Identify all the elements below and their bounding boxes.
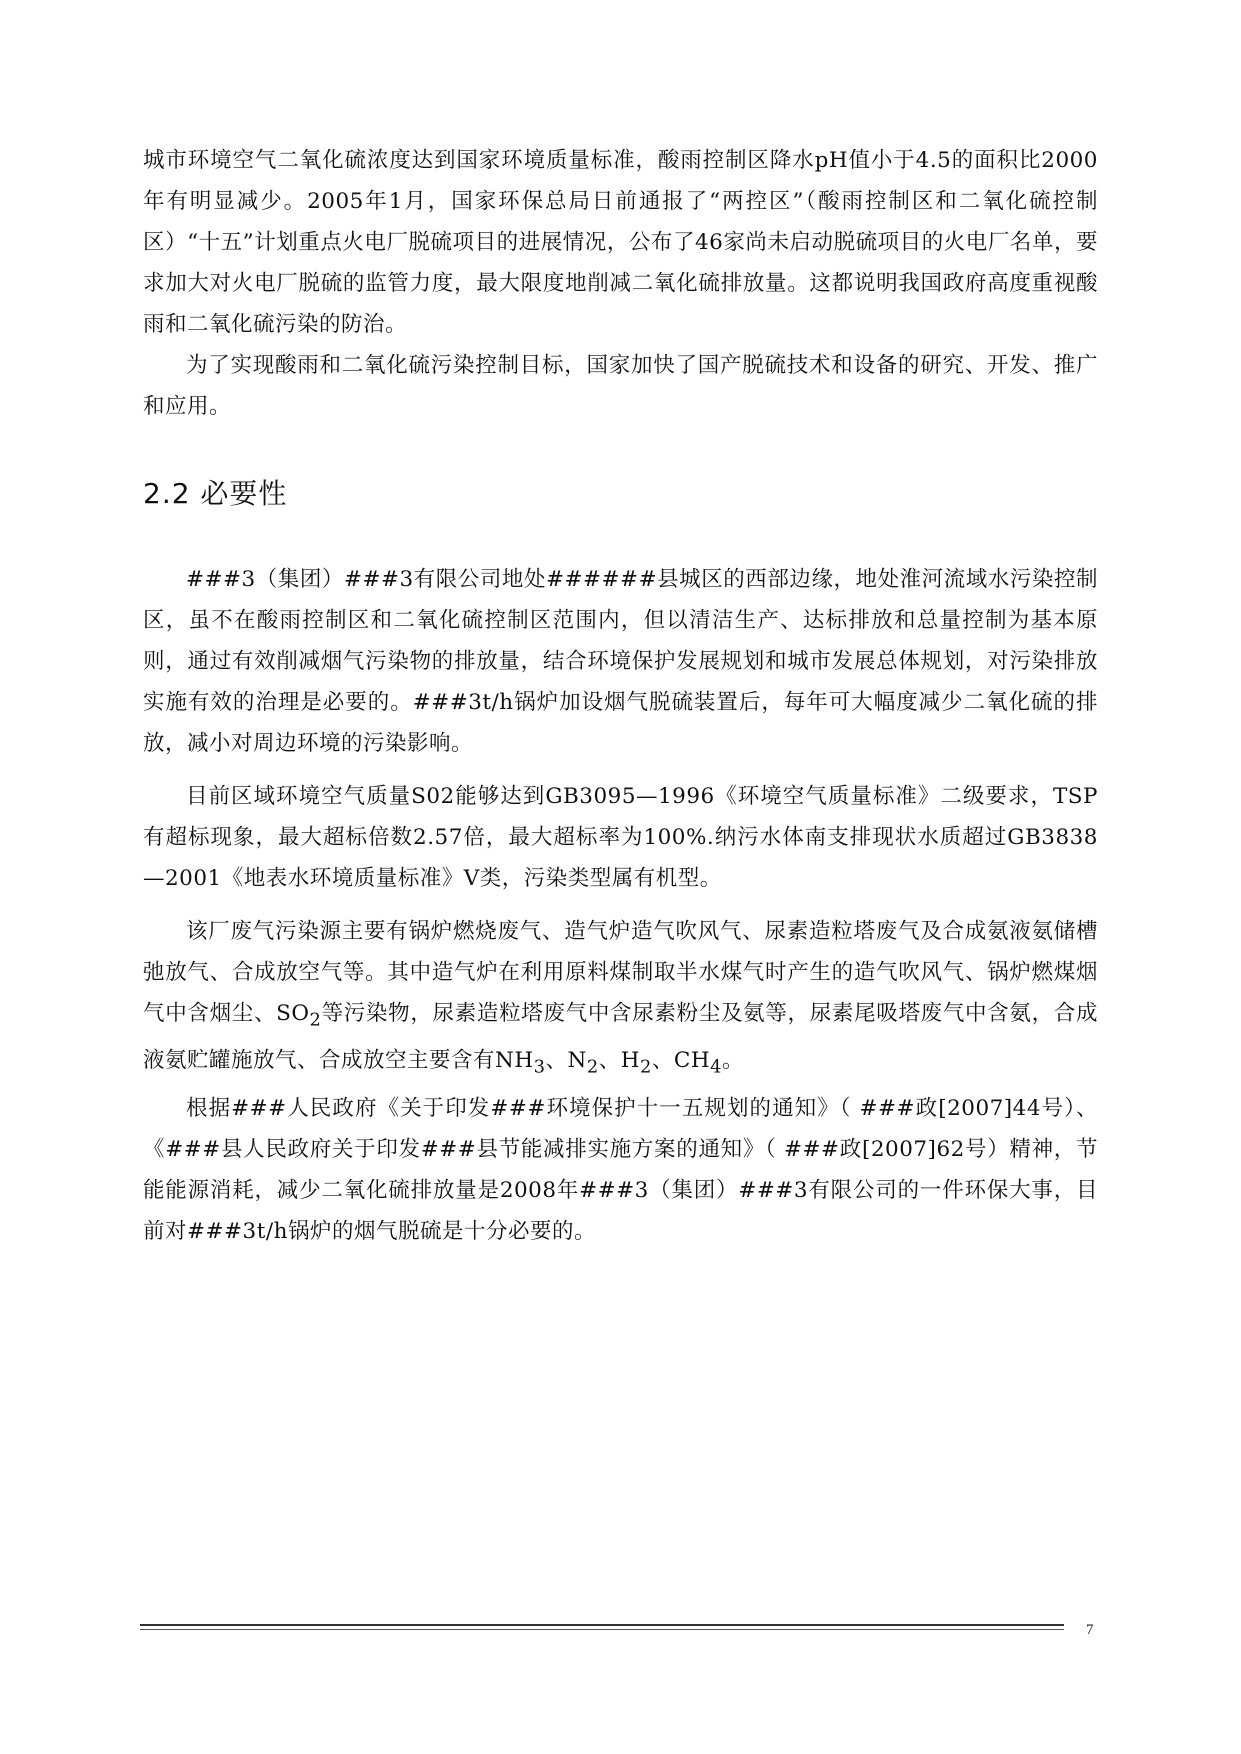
n2-subscript: 2 [586,1056,599,1078]
intro-paragraph-1: 城市环境空气二氧化硫浓度达到国家环境质量标准，酸雨控制区降水pH值小于4.5的面积比2000年有明显减少。2005年1月，国家环保总局日前通报了“两控区”（酸雨控制区和二氧化硫控制区）“十五”计划重点火电厂脱硫项目的进展情况，公布了46家尚未启动脱硫项目的火电厂名单，要求加大对火电厂脱硫的监管力度，最大限度地削减二氧化硫排放量。这都说明我国政府高度重视酸雨和二氧化硫污染的防治。 [143,148,1098,337]
nh3-subscript: 3 [533,1056,546,1078]
ch4-subscript: 4 [710,1056,722,1078]
page-number: 7 [1086,1622,1094,1638]
footer-rule-thin [140,1629,1064,1630]
policy-basis-paragraph: 根据###人民政府《关于印发###环境保护十一五规划的通知》（ ###政[2007]44号）、《###县人民政府关于印发###县节能减排实施方案的通知》（ ###政[2007]62号）精神，节能能源消耗，减少二氧化硫排放量是2008年###3（集团）###3有限公司的一件环保大事，目前对###3t/h锅炉的烟气脱硫是十分必要的。 [143,1095,1098,1244]
emission-text-part: 、N [545,1048,587,1074]
page-body [143,140,1098,1252]
so2-subscript: 2 [309,1009,322,1031]
spacer [143,519,1098,559]
emission-text-part: 等污染物，尿素造粒塔废气中含尿素粉尘及氨等，尿素尾吸塔废气中含氨，合成液氨贮罐施放气、合成放空主要含有NH [143,1001,1098,1074]
necessity-paragraph-1: ###3（集团）###3有限公司地处######县城区的西部边缘，地处淮河流域水污染控制区，虽不在酸雨控制区和二氧化硫控制区范围内，但以清洁生产、达标排放和总量控制为基本原则，通过有效削减烟气污染物的排放量，结合环境保护发展规划和城市发展总体规划，对污染排放实施有效的治理是必要的。###3t/h锅炉加设烟气脱硫装置后，每年可大幅度减少二氧化硫的排放，减小对周边环境的污染影响。 [143,567,1098,756]
intro-paragraph-2: 为了实现酸雨和二氧化硫污染控制目标，国家加快了国产脱硫技术和设备的研究、开发、推广和应用。 [143,353,1098,419]
emission-text-part: 、H [598,1048,640,1074]
spacer [143,427,1098,469]
footer-rule [140,1624,1064,1626]
emission-text-part: 、CH [651,1048,711,1074]
emission-sources-paragraph [143,911,1098,1088]
air-quality-paragraph: 目前区域环境空气质量S02能够达到GB3095—1996《环境空气质量标准》二级要求，TSP有超标现象，最大超标倍数2.57倍，最大超标率为100%.纳污水体南支排现状水质超过GB3838—2001《地表水环境质量标准》V类，污染类型属有机型。 [143,784,1098,891]
emission-text-part: 该厂废气污染源主要有锅炉燃烧废气、造气炉造气吹风气、尿素造粒塔废气及合成氨液氨储槽弛放气、合成放空气等。其中造气炉在利用原料煤制取半水煤气时产生的造气吹风气、锅炉燃煤烟气中含烟尘、SO [143,919,1098,1026]
h2-subscript: 2 [639,1056,652,1078]
section-heading: 2.2 必要性 [143,477,288,510]
emission-text-part: 。 [721,1048,744,1074]
